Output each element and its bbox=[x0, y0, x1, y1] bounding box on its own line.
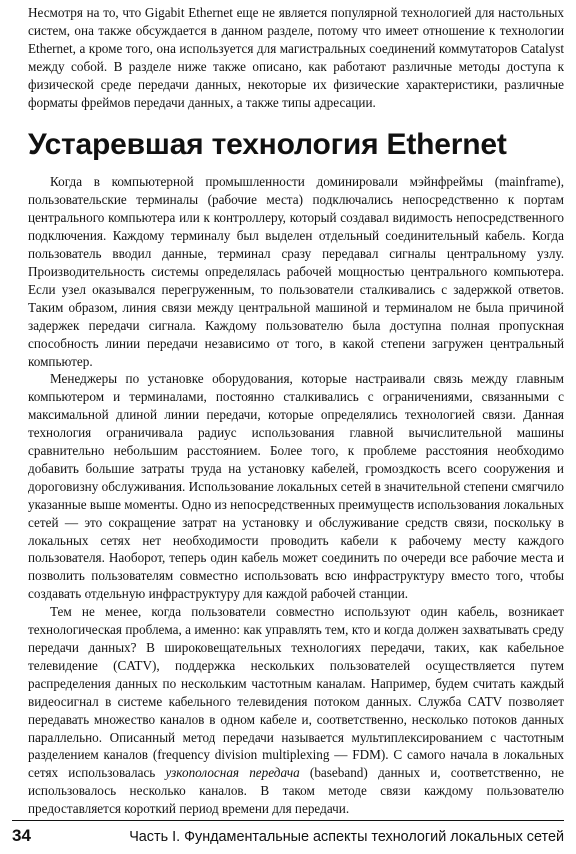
page-footer bbox=[12, 820, 564, 846]
page-content bbox=[28, 4, 564, 818]
intro-paragraph: Несмотря на то, что Gigabit Ethernet еще не является популярной технологией для настольных систем, она также обсуждается в данном разделе, потому что имеет отношение к технологии Ethernet, а кроме того, она используется для магистральных соединений коммутаторов Catalyst между собой. В разделе ниже также описано, как работают различные методы доступа к физической среде передачи данных, некоторые их физические характеристики, различные форматы фреймов передачи данных, а также типы адресации. bbox=[28, 5, 564, 110]
page-number: 34 bbox=[12, 826, 31, 845]
body-paragraph-1: Когда в компьютерной промышленности доминировали мэйнфреймы (mainframe), пользовательские терминалы (рабочие места) подключались непосредственно к портам центрального компьютера или к контроллеру, который создавал видимость непосредственного подключения. Каждому терминалу был выделен отдельный соединительный кабель. Когда пользователь вводил данные, терминал сразу передавал сигналы центральному узлу. Производительность системы определялась рабочей мощностью центрального компьютера. Если узел оказывался перегруженным, то пользователи сталкивались с задержкой ответов. Таким образом, линия связи между центральной машиной и терминалом не была причиной задержек передачи сигнала. Каждому пользователю была доступна полная пропускная способность линии передачи независимо от того, в какой степени загружен центральный компьютер. bbox=[28, 174, 564, 369]
body-paragraph-3-text: Тем не менее, когда пользователи совместно используют один кабель, возникает технологическая проблема, а именно: как управлять тем, кто и когда должен захватывать среду передачи данных? В широковещательных технологиях передачи, таких, как кабельное телевидение (CATV), поддержка нескольких пользователей осуществляется путем распределения данных по нескольким частотным каналам. Например, будем считать каждый видеосигнал в системе кабельного телевидения потоком данных. Служба CATV позволяет передавать множество каналов в одном кабеле и, соответственно, несколько потоков данных параллельно. Описанный метод передачи называется мультиплексированием с частотным разделением каналов (frequency division multiplexing — FDM). С самого начала в локальных сетях использовалась bbox=[28, 604, 564, 781]
body-paragraph-2: Менеджеры по установке оборудования, которые настраивали связь между главным компьютером и терминалами, постоянно сталкивались с ограничениями, связанными с максимальной длиной линии передачи, которые определялись технологией связи. Данная технология ограничивала радиус использования главной вычислительной машины сравнительно небольшим расстоянием. Более того, к проблеме расстояния необходимо добавить большие затраты труда на установку кабелей, громоздкость всего сооружения и дороговизну обслуживания. Использование локальных сетей в значительной степени смягчило указанные выше моменты. Одно из непосредственных преимуществ использования локальных сетей — это сокращение затрат на установку и обслуживание средств связи, поскольку в локальных сетях нет необходимости проводить кабели к рабочему месту каждого пользователя. Наоборот, теперь один кабель может соединить по очереди все рабочие места и позволить пользователям совместно использовать всю инфраструктуру вместо того, чтобы создавать отдельную инфраструктуру для каждой рабочей станции. bbox=[28, 371, 564, 602]
section-heading: Устаревшая технология Ethernet bbox=[28, 128, 507, 162]
running-title: Часть I. Фундаментальные аспекты технологий локальных сетей bbox=[129, 829, 564, 845]
body-paragraph-3 bbox=[28, 603, 564, 818]
italic-term-baseband: узкополосная передача bbox=[165, 765, 300, 781]
body-paragraph-3-tail: (baseband) данных и, соответственно, не использовалось несколько каналов. В таком методе связи каждому пользователю предоставляется короткий период времени для передачи. bbox=[28, 765, 565, 817]
